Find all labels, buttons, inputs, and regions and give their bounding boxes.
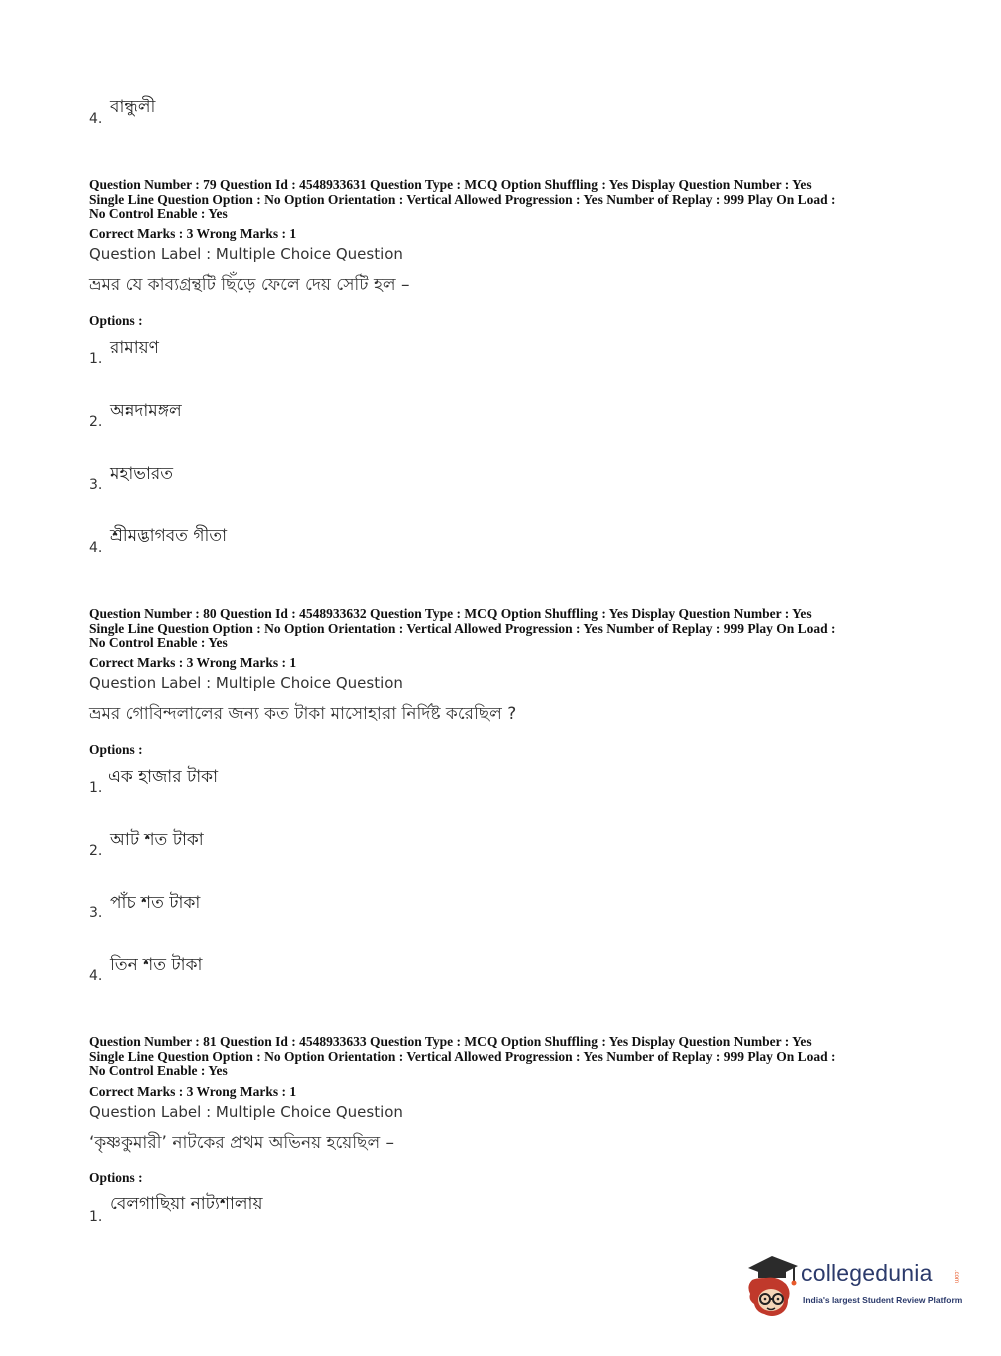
option-text: তিন শত টাকা: [110, 955, 203, 975]
meta-line: No Control Enable : Yes: [89, 1063, 228, 1078]
options-heading: Options :: [89, 1170, 143, 1185]
option-number: 3.: [89, 477, 103, 493]
marks-info: Correct Marks : 3 Wrong Marks : 1: [89, 655, 297, 670]
option-text: অন্নদামঙ্গল: [110, 401, 182, 421]
question-meta: [89, 1035, 919, 1079]
meta-line: No Control Enable : Yes: [89, 635, 228, 650]
option-text: মহাভারত: [110, 464, 174, 484]
option-text: রামায়ণ: [110, 338, 159, 358]
question-meta: [89, 607, 919, 651]
question-label: Question Label : Multiple Choice Question: [89, 1103, 403, 1121]
question-meta: [89, 178, 919, 222]
meta-line: Single Line Question Option : No Option Orientation : Vertical Allowed Progression : Yes Number of Replay : 999 Play On Load :: [89, 191, 836, 207]
question-text: ভ্রমর যে কাব্যগ্রন্থটি ছিঁড়ে ফেলে দেয় সেটি হল –: [89, 275, 410, 295]
meta-line: Single Line Question Option : No Option Orientation : Vertical Allowed Progression : Yes Number of Replay : 999 Play On Load :: [89, 1048, 836, 1064]
marks-info: Correct Marks : 3 Wrong Marks : 1: [89, 1084, 297, 1099]
option-text: এক হাজার টাকা: [108, 767, 219, 787]
option-text: পাঁচ শত টাকা: [110, 893, 201, 913]
option-number: 2.: [89, 843, 103, 859]
option-text: শ্রীমদ্ভাগবত গীতা: [110, 526, 228, 546]
option-number: 2.: [89, 414, 103, 430]
options-heading: Options :: [89, 742, 143, 757]
option-text: বান্ধুলী: [110, 97, 156, 117]
logo-suffix: .com: [953, 1270, 959, 1284]
option-text: আট শত টাকা: [110, 830, 204, 850]
option-number: 4.: [89, 540, 103, 556]
logo-tagline: India's largest Student Review Platform: [803, 1295, 963, 1305]
collegedunia-logo: [742, 1250, 972, 1320]
logo-wordmark: collegedunia: [801, 1260, 933, 1286]
option-number: 1.: [89, 351, 103, 367]
meta-line: Question Number : 79 Question Id : 4548933631 Question Type : MCQ Option Shuffling : Yes Display Question Number : Yes: [89, 177, 812, 192]
option-text: বেলগাছিয়া নাট্যশালায়: [110, 1194, 263, 1214]
meta-line: Question Number : 80 Question Id : 4548933632 Question Type : MCQ Option Shuffling : Yes Display Question Number : Yes: [89, 606, 812, 621]
option-number: 4.: [89, 111, 103, 127]
option-number: 1.: [89, 780, 103, 796]
marks-info: Correct Marks : 3 Wrong Marks : 1: [89, 226, 297, 241]
option-number: 1.: [89, 1209, 103, 1225]
options-heading: Options :: [89, 313, 143, 328]
meta-line: Question Number : 81 Question Id : 4548933633 Question Type : MCQ Option Shuffling : Yes Display Question Number : Yes: [89, 1034, 812, 1049]
meta-line: Single Line Question Option : No Option Orientation : Vertical Allowed Progression : Yes Number of Replay : 999 Play On Load :: [89, 620, 836, 636]
question-label: Question Label : Multiple Choice Question: [89, 245, 403, 263]
question-text: ‘কৃষ্ণকুমারী’ নাটকের প্রথম অভিনয় হয়েছিল –: [89, 1133, 395, 1153]
meta-line: No Control Enable : Yes: [89, 206, 228, 221]
question-label: Question Label : Multiple Choice Question: [89, 674, 403, 692]
option-number: 4.: [89, 968, 103, 984]
mascot-icon: [742, 1250, 800, 1320]
question-text: ভ্রমর গোবিন্দলালের জন্য কত টাকা মাসোহারা নির্দিষ্ট করেছিল ?: [89, 704, 517, 724]
option-number: 3.: [89, 905, 103, 921]
